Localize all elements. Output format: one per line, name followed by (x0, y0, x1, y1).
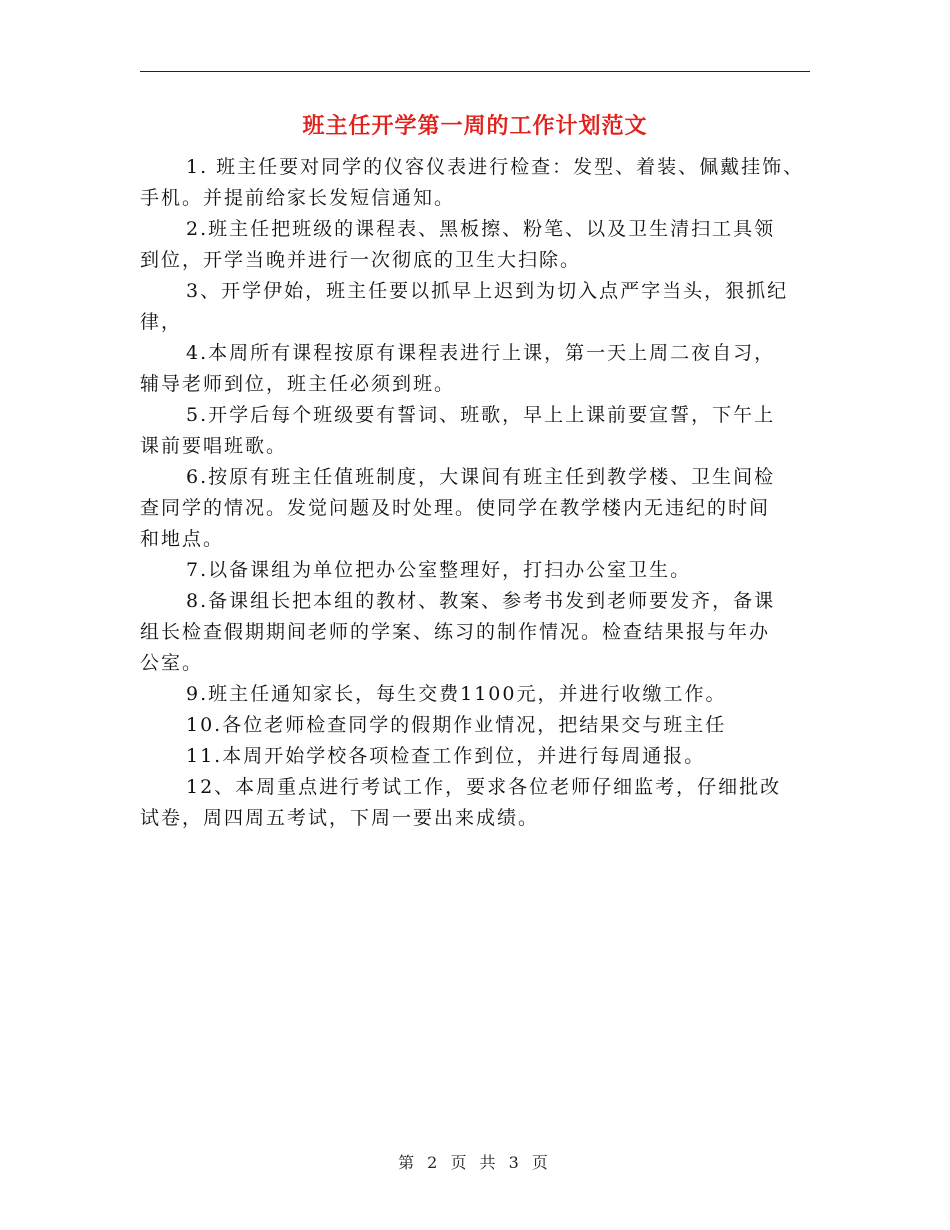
paragraph-line: 11.本周开始学校各项检查工作到位，并进行每周通报。 (186, 745, 706, 767)
paragraph-line: 5.开学后每个班级要有誓词、班歌，早上上课前要宣誓，下午上 (186, 404, 776, 426)
paragraph-line: 6.按原有班主任值班制度，大课间有班主任到教学楼、卫生间检 (186, 466, 776, 488)
paragraph-8 (140, 586, 812, 679)
paragraph-line: 4.本周所有课程按原有课程表进行上课，第一天上周二夜自习， (186, 342, 776, 364)
paragraph-line: 律， (140, 311, 183, 333)
paragraph-line: 10.各位老师检查同学的假期作业情况，把结果交与班主任 (186, 714, 727, 736)
paragraph-line: 辅导老师到位，班主任必须到班。 (140, 373, 456, 395)
paragraph-line: 2.班主任把班级的课程表、黑板擦、粉笔、以及卫生清扫工具领 (186, 218, 776, 240)
paragraph-10 (140, 710, 812, 741)
document-body (140, 152, 812, 834)
paragraph-9 (140, 679, 812, 710)
page-number-footer: 第 2 页 共 3 页 (398, 1153, 552, 1172)
header-rule (140, 71, 810, 72)
paragraph-line: 9.班主任通知家长，每生交费1100元，并进行收缴工作。 (186, 683, 727, 705)
paragraph-11 (140, 741, 812, 772)
paragraph-line: 和地点。 (140, 528, 225, 550)
paragraph-6 (140, 462, 812, 555)
paragraph-line: 3、开学伊始，班主任要以抓早上迟到为切入点严字当头，狠抓纪 (186, 280, 789, 302)
paragraph-line: 课前要唱班歌。 (140, 435, 288, 457)
paragraph-line: 8.备课组长把本组的教材、教案、参考书发到老师要发齐，备课 (186, 590, 776, 612)
paragraph-line: 查同学的情况。发觉问题及时处理。使同学在教学楼内无违纪的时间 (140, 497, 771, 519)
paragraph-line: 公室。 (140, 652, 204, 674)
document-title: 班主任开学第一周的工作计划范文 (302, 114, 648, 139)
paragraph-7 (140, 555, 812, 586)
paragraph-5 (140, 400, 812, 462)
paragraph-2 (140, 214, 812, 276)
paragraph-12 (140, 772, 812, 834)
paragraph-line: 12、本周重点进行考试工作，要求各位老师仔细监考，仔细批改 (186, 776, 782, 798)
paragraph-1 (140, 152, 812, 214)
paragraph-4 (140, 338, 812, 400)
paragraph-line: 试卷，周四周五考试，下周一要出来成绩。 (140, 807, 540, 829)
paragraph-3 (140, 276, 812, 338)
paragraph-line: 手机。并提前给家长发短信通知。 (140, 187, 456, 209)
paragraph-line: 到位，开学当晚并进行一次彻底的卫生大扫除。 (140, 249, 582, 271)
paragraph-line: 1. 班主任要对同学的仪容仪表进行检查：发型、着装、佩戴挂饰、 (186, 156, 805, 178)
paragraph-line: 组长检查假期期间老师的学案、练习的制作情况。检查结果报与年办 (140, 621, 771, 643)
paragraph-line: 7.以备课组为单位把办公室整理好，打扫办公室卫生。 (186, 559, 692, 581)
